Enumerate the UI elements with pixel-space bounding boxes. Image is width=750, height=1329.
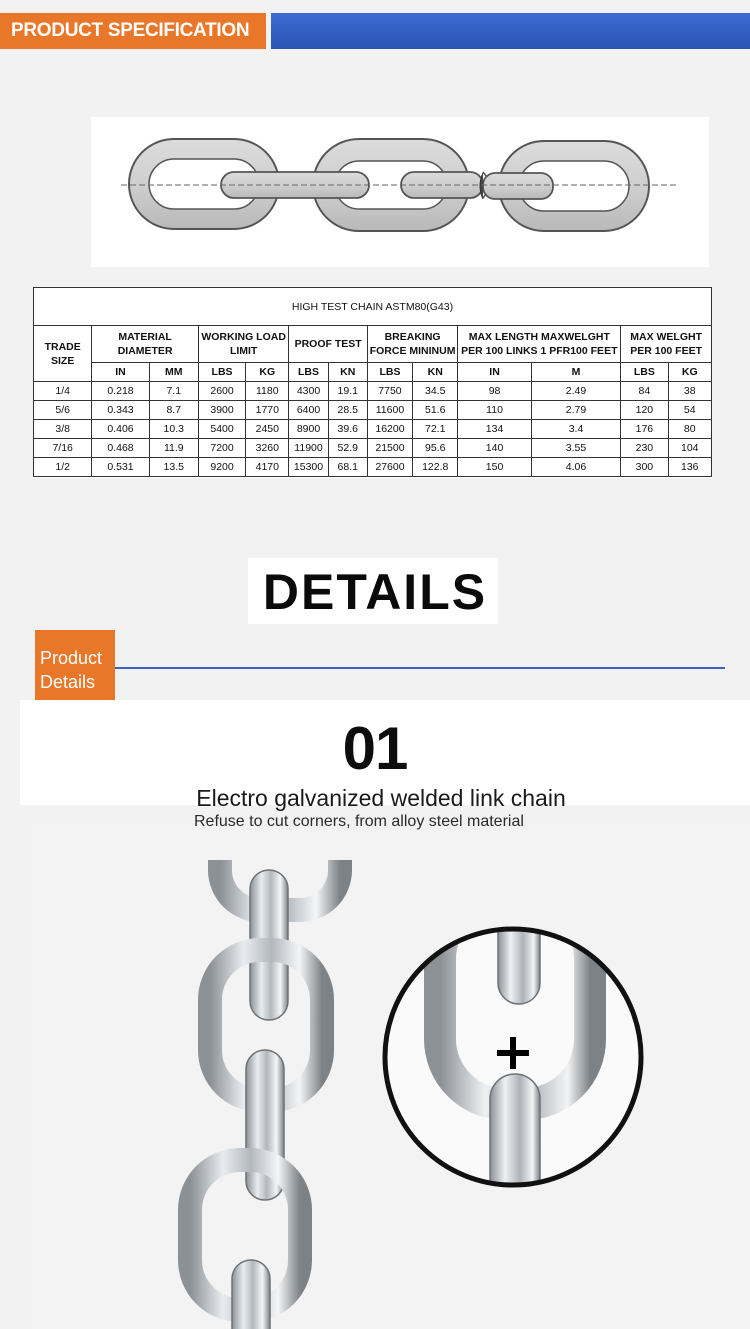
table-cell: 27600 xyxy=(367,458,412,477)
table-cell: 150 xyxy=(458,458,531,477)
unit-header: MM xyxy=(149,363,198,382)
header-trade-size: TRADE SIZE xyxy=(34,326,92,382)
header-working-load-limit: WORKING LOAD LIMIT xyxy=(198,326,289,363)
product-subtitle: Refuse to cut corners, from alloy steel material xyxy=(194,813,524,830)
header-max-weight: MAX WELGHT PER 100 FEET xyxy=(621,326,712,363)
table-cell: 2.49 xyxy=(531,382,621,401)
table-cell: 8.7 xyxy=(149,401,198,420)
table-cell: 122.8 xyxy=(413,458,458,477)
table-cell: 3900 xyxy=(198,401,245,420)
table-cell: 51.6 xyxy=(413,401,458,420)
table-cell: 3/8 xyxy=(34,420,92,439)
unit-header: KG xyxy=(668,363,711,382)
table-row xyxy=(34,401,712,420)
table-cell: 110 xyxy=(458,401,531,420)
table-cell: 28.5 xyxy=(328,401,367,420)
table-cell: 2600 xyxy=(198,382,245,401)
table-cell: 68.1 xyxy=(328,458,367,477)
table-cell: 120 xyxy=(621,401,668,420)
product-details-badge xyxy=(35,630,115,708)
table-cell: 11900 xyxy=(289,439,328,458)
unit-header: M xyxy=(531,363,621,382)
table-cell: 104 xyxy=(668,439,711,458)
table-cell: 98 xyxy=(458,382,531,401)
header-breaking-force: BREAKING FORCE MININUM xyxy=(367,326,458,363)
table-cell: 2.79 xyxy=(531,401,621,420)
spec-table xyxy=(33,287,712,478)
table-row xyxy=(34,439,712,458)
table-cell: 34.5 xyxy=(413,382,458,401)
table-cell: 300 xyxy=(621,458,668,477)
unit-header: LBS xyxy=(621,363,668,382)
chain-photo-icon xyxy=(150,860,410,1329)
table-cell: 136 xyxy=(668,458,711,477)
header-material-diameter: MATERIAL DIAMETER xyxy=(92,326,199,363)
unit-header: LBS xyxy=(367,363,412,382)
table-cell: 7200 xyxy=(198,439,245,458)
section-header-badge xyxy=(0,13,266,49)
table-cell: 0.218 xyxy=(92,382,149,401)
table-row xyxy=(34,382,712,401)
unit-header: IN xyxy=(458,363,531,382)
table-cell: 84 xyxy=(621,382,668,401)
chain-diagram xyxy=(91,117,709,267)
table-cell: 5/6 xyxy=(34,401,92,420)
table-cell: 9200 xyxy=(198,458,245,477)
table-cell: 0.468 xyxy=(92,439,149,458)
table-cell: 11.9 xyxy=(149,439,198,458)
table-cell: 72.1 xyxy=(413,420,458,439)
details-heading: DETAILS xyxy=(262,564,488,620)
table-cell: 11600 xyxy=(367,401,412,420)
product-title: Electro galvanized welded link chain xyxy=(196,785,566,811)
product-details-label: Product Details xyxy=(40,648,103,692)
table-cell: 4300 xyxy=(289,382,328,401)
table-cell: 38 xyxy=(668,382,711,401)
table-cell: 7750 xyxy=(367,382,412,401)
divider-line xyxy=(115,667,725,669)
table-row xyxy=(34,420,712,439)
table-cell: 230 xyxy=(621,439,668,458)
table-cell: 54 xyxy=(668,401,711,420)
table-cell: 21500 xyxy=(367,439,412,458)
table-cell: 80 xyxy=(668,420,711,439)
table-cell: 13.5 xyxy=(149,458,198,477)
table-cell: 6400 xyxy=(289,401,328,420)
table-cell: 1/2 xyxy=(34,458,92,477)
table-cell: 39.6 xyxy=(328,420,367,439)
table-cell: 7.1 xyxy=(149,382,198,401)
table-cell: 1/4 xyxy=(34,382,92,401)
table-cell: 7/16 xyxy=(34,439,92,458)
section-header-bar xyxy=(271,13,750,49)
table-cell: 3260 xyxy=(246,439,289,458)
table-row xyxy=(34,458,712,477)
table-cell: 4.06 xyxy=(531,458,621,477)
table-cell: 0.343 xyxy=(92,401,149,420)
table-title: HIGH TEST CHAIN ASTM80(G43) xyxy=(34,288,712,326)
unit-header: KN xyxy=(413,363,458,382)
table-cell: 140 xyxy=(458,439,531,458)
unit-header: LBS xyxy=(289,363,328,382)
zoom-detail-icon xyxy=(380,924,646,1190)
table-cell: 2450 xyxy=(246,420,289,439)
unit-header: LBS xyxy=(198,363,245,382)
table-cell: 1770 xyxy=(246,401,289,420)
table-cell: 1180 xyxy=(246,382,289,401)
table-cell: 3.4 xyxy=(531,420,621,439)
table-cell: 176 xyxy=(621,420,668,439)
section-header-label: PRODUCT SPECIFICATION xyxy=(11,20,250,41)
table-cell: 95.6 xyxy=(413,439,458,458)
table-cell: 16200 xyxy=(367,420,412,439)
table-cell: 52.9 xyxy=(328,439,367,458)
table-cell: 15300 xyxy=(289,458,328,477)
table-cell: 0.406 xyxy=(92,420,149,439)
table-cell: 134 xyxy=(458,420,531,439)
table-cell: 10.3 xyxy=(149,420,198,439)
chain-link-diagram-icon xyxy=(91,117,709,267)
table-cell: 4170 xyxy=(246,458,289,477)
table-cell: 19.1 xyxy=(328,382,367,401)
unit-header: KG xyxy=(246,363,289,382)
table-cell: 8900 xyxy=(289,420,328,439)
table-cell: 3.55 xyxy=(531,439,621,458)
detail-number: 01 xyxy=(342,715,408,782)
table-cell: 0.531 xyxy=(92,458,149,477)
header-proof-test: PROOF TEST xyxy=(289,326,367,363)
header-max-length: MAX LENGTH MAXWELGHT PER 100 LINKS 1 PFR100 FEET xyxy=(458,326,621,363)
unit-header: KN xyxy=(328,363,367,382)
unit-header: IN xyxy=(92,363,149,382)
table-cell: 5400 xyxy=(198,420,245,439)
